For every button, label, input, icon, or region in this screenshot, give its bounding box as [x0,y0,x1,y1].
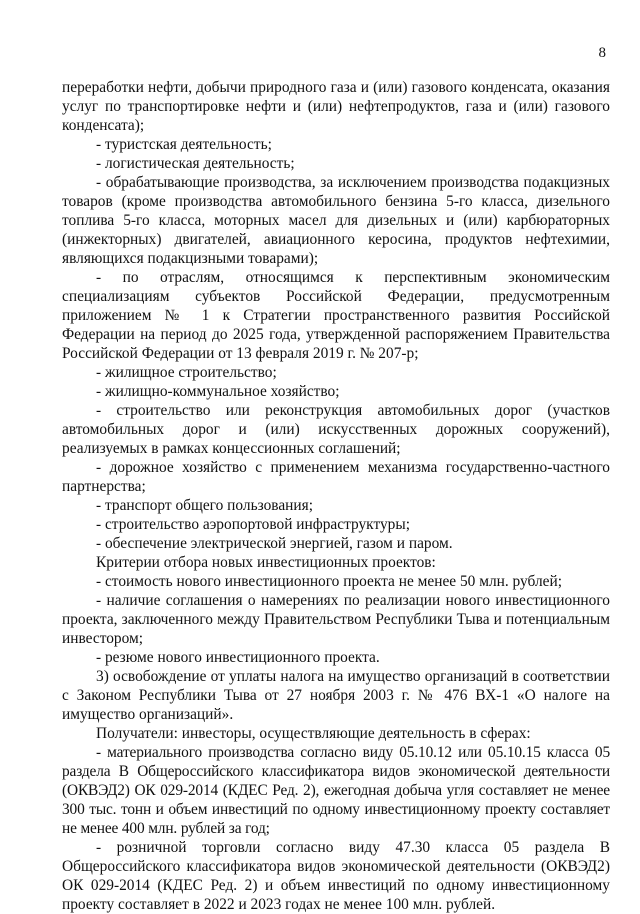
list-item-road-construction: - строительство или реконструкция автомобильных дорог (участков автомобильных дорог и (или) искусственных дорожных сооружений), реализуемых в рамках концессионных соглашений; [62,402,610,457]
recipients-item-retail: - розничной торговли согласно виду 47.30 класса 05 раздела В Общероссийского классификатора видов экономической деятельности (ОКВЭД2) ОК 029-2014 (КДЕС Ред. 2) и объем инвестиций по одному инвестиционному проекту составляет в 2022 и 2023 годах не менее 100 млн. рублей. [62,839,610,913]
criteria-item-agreement: - наличие соглашения о намерениях по реализации нового инвестиционного проекта, заключенного между Правительством Республики Тыва и потенциальным инвестором; [62,592,610,647]
recipients-item-material-production: - материального производства согласно виду 05.10.12 или 05.10.15 класса 05 раздела В Общероссийского классификатора видов экономической деятельности (ОКВЭД2) ОК 029-2014 (КДЕС Ред. 2), ежегодная добыча угля составляет не менее 300 тыс. тонн и объем инвестиций по одному инвестиционному проекту составляет не менее 400 млн. рублей за год; [62,744,610,837]
document-body [62,78,610,914]
list-item-airport: - строительство аэропортовой инфраструктуры; [96,516,410,533]
criteria-heading: Критерии отбора новых инвестиционных проектов: [96,554,436,571]
list-item-tourism: - туристская деятельность; [96,136,272,153]
list-item-energy: - обеспечение электрической энергией, газом и паром. [96,535,453,552]
recipients-heading: Получатели: инвесторы, осуществляющие деятельность в сферах: [96,725,531,742]
property-tax-exemption: 3) освобождение от уплаты налога на имущество организаций в соответствии с Законом Республики Тыва от 27 ноября 2003 г. № 476 ВХ-1 «О налоге на имущество организаций». [62,668,610,723]
list-item-logistics: - логистическая деятельность; [96,155,295,172]
criteria-item-summary: - резюме нового инвестиционного проекта. [96,649,380,666]
criteria-item-cost: - стоимость нового инвестиционного проекта не менее 50 млн. рублей; [96,573,563,590]
list-item-housing-utilities: - жилищно-коммунальное хозяйство; [96,383,340,400]
paragraph-continuation: переработки нефти, добычи природного газа и (или) газового конденсата, оказания услуг по транспортировке нефти и (или) нефтепродуктов, газа и (или) газового конденсата); [62,79,610,134]
list-item-housing-construction: - жилищное строительство; [96,364,277,381]
list-item-specializations: - по отраслям, относящимся к перспективным экономическим специализациям субъектов Российской Федерации, предусмотренным приложением № 1 к Стратегии пространственного развития Российской Федерации на период до 2025 года, утвержденной распоряжением Правительства Российской Федерации от 13 февраля 2019 г. № 207-р; [62,269,610,362]
list-item-road-ppp: - дорожное хозяйство с применением механизма государственно-частного партнерства; [62,459,610,495]
list-item-public-transport: - транспорт общего пользования; [96,497,313,514]
page-number: 8 [598,45,606,61]
list-item-manufacturing: - обрабатывающие производства, за исключением производства подакцизных товаров (кроме производства автомобильного бензина 5-го класса, дизельного топлива 5-го класса, моторных масел для дизельных и (или) карбюраторных (инжекторных) двигателей, авиационного керосина, продуктов нефтехимии, являющихся подакцизными товарами); [62,174,610,267]
